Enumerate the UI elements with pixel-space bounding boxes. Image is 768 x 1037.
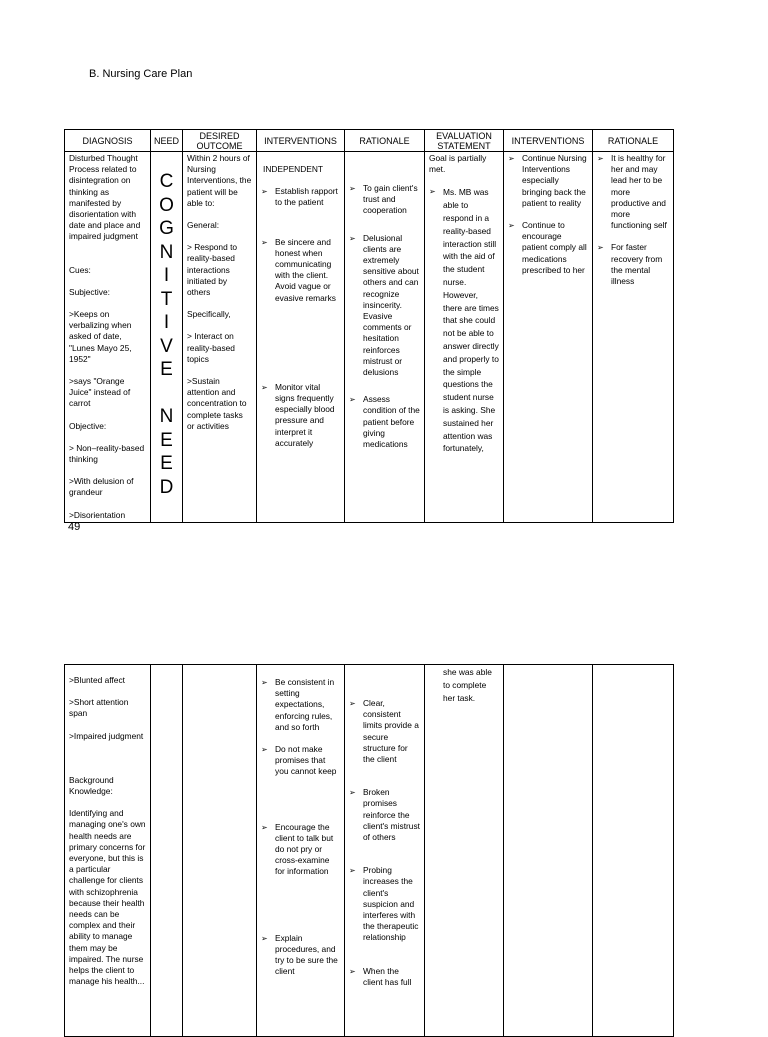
desired-outcome-cell (183, 665, 257, 1037)
rationale-cell (345, 152, 425, 523)
intervention-item: ➢ Continue to encourage patient comply all medications prescribed to her (508, 220, 588, 276)
independent-label: INDEPENDENT (263, 164, 324, 174)
intervention-item: ➢ Establish rapport to the patient (261, 186, 340, 208)
rationale-cell (345, 665, 425, 1037)
rationale-item: ➢ It is healthy for her and may lead her to be more productive and more functioning self (597, 153, 669, 231)
interventions-cell (257, 665, 345, 1037)
outcome-specific-label: Specifically, (187, 309, 231, 320)
intervention-item: ➢ Be consistent in setting expectations, enforcing rules, and so forth (261, 677, 340, 733)
cues-label: Cues: (69, 264, 91, 275)
col-header-need: NEED (151, 130, 183, 152)
intervention-item: ➢ Monitor vital signs frequently especially blood pressure and interpret it accurately (261, 382, 340, 449)
intervention-item: ➢ Do not make promises that you cannot keep (261, 744, 340, 778)
rationale-item: ➢ Assess condition of the patient before giving medications (349, 394, 420, 450)
diagnosis-text: Disturbed Thought Process related to disintegration on thinking as manifested by disorientation with date and place and impaired judgment (69, 153, 141, 242)
need-letter: C (159, 171, 174, 192)
evaluation-summary: Goal is partially met. (429, 153, 487, 175)
evaluation-cell (425, 152, 504, 523)
col-header-rationale-2: RATIONALE (593, 130, 674, 152)
header-row (65, 130, 674, 152)
need-letter: N (159, 241, 174, 263)
rationale-2-cell (593, 665, 674, 1037)
need-letter: E (160, 359, 173, 380)
rationale-item: ➢ Broken promises reinforce the client's mistrust of others (349, 787, 420, 843)
need-letter: T (160, 288, 173, 310)
background-knowledge-label: Background Knowledge: (69, 774, 114, 797)
objective-cue: >With delusion of grandeur (69, 476, 134, 498)
evaluation-item: ➢ Ms. MB was able to respond in a reality-based interaction still with the aid of the student nurse. However, there are times that she could not be able to answer directly and properly to the simple questions the student nurse is asking. She sustained her attention was fortunately, (429, 186, 499, 455)
subjective-label: Subjective: (69, 286, 110, 297)
outcome-item: > Respond to reality-based interactions initiated by others (187, 242, 238, 298)
outcome-intro: Within 2 hours of Nursing Interventions, the patient will be able to: (187, 153, 252, 208)
rationale-item: ➢ When the client has full (349, 966, 420, 988)
need-letter: E (160, 429, 173, 451)
col-header-interventions: INTERVENTIONS (257, 130, 345, 152)
objective-cue: > Non–reality-based thinking (69, 442, 145, 465)
care-plan-row (65, 152, 674, 523)
intervention-item: ➢ Continue Nursing Interventions especially bringing back the patient to reality (508, 153, 588, 209)
desired-outcome-cell (183, 152, 257, 523)
care-plan-row-continued (65, 665, 674, 1037)
subjective-cue: >says "Orange Juice" instead of carrot (69, 376, 131, 409)
intervention-item: ➢ Be sincere and honest when communicating with the client. Avoid vague or evasive remarks (261, 237, 340, 304)
col-header-rationale: RATIONALE (345, 130, 425, 152)
rationale-item: ➢ To gain client's trust and cooperation (349, 183, 420, 217)
need-letter: N (159, 406, 174, 427)
intervention-item: ➢ Explain procedures, and try to be sure the client (261, 933, 340, 978)
rationale-item: ➢ Clear, consistent limits provide a secure structure for the client (349, 698, 420, 765)
need-letter: I (163, 312, 170, 333)
diagnosis-cell (65, 152, 151, 523)
need-letter: V (160, 335, 173, 357)
need-letter-spacer (155, 382, 178, 406)
evaluation-cell (425, 665, 504, 1037)
page-number: 49 (68, 521, 81, 533)
rationale-item: ➢ Delusional clients are extremely sensitive about others and can recognize insincerity. Evasive comments or hesitation reinforces mistrust or delusions (349, 233, 420, 379)
interventions-cell (257, 152, 345, 523)
need-letter: O (159, 194, 174, 216)
need-letter: E (160, 453, 173, 474)
objective-cue: >Short attention span (69, 697, 129, 719)
col-header-desired-outcome: DESIRED OUTCOME (183, 130, 257, 152)
objective-cue: >Impaired judgment (69, 730, 144, 741)
outcome-item: >Sustain attention and concentration to complete tasks or activities (187, 376, 247, 431)
col-header-interventions-2: INTERVENTIONS (504, 130, 593, 152)
need-cell (151, 665, 183, 1037)
interventions-2-cell (504, 152, 593, 523)
objective-label: Objective: (69, 420, 107, 431)
rationale-2-cell (593, 152, 674, 523)
rationale-item: ➢ Probing increases the client's suspicion and interferes with the therapeutic relationship (349, 865, 420, 943)
need-letter: D (159, 476, 174, 498)
care-plan-table-continued (64, 664, 674, 1037)
objective-cue: >Blunted affect (69, 675, 125, 685)
page-heading: B. Nursing Care Plan (89, 68, 193, 80)
need-cell (151, 152, 183, 523)
need-letter: G (159, 218, 174, 239)
outcome-general-label: General: (187, 220, 220, 231)
background-knowledge-text: Identifying and managing one's own health needs are primary concerns for everyone, but this is a particular challenge for clients with schizophrenia because their health needs can be complex and their ability to manage them may be impaired. The nurse helps the client to manage his health... (69, 808, 146, 987)
rationale-item: ➢ For faster recovery from the mental illness (597, 242, 669, 287)
intervention-item: ➢ Encourage the client to talk but do not pry or cross-examine for information (261, 822, 340, 878)
care-plan-table-top (64, 129, 674, 523)
evaluation-continued: she was able to complete her task. (443, 667, 492, 703)
diagnosis-cell (65, 665, 151, 1037)
col-header-diagnosis: DIAGNOSIS (65, 130, 151, 152)
outcome-item: > Interact on reality-based topics (187, 331, 235, 364)
interventions-2-cell (504, 665, 593, 1037)
objective-cue: >Disorientation (69, 509, 126, 520)
need-letter: I (163, 265, 170, 286)
col-header-evaluation: EVALUATION STATEMENT (425, 130, 504, 152)
subjective-cue: >Keeps on verbalizing when asked of date, "Lunes Mayo 25, 1952" (69, 309, 132, 364)
